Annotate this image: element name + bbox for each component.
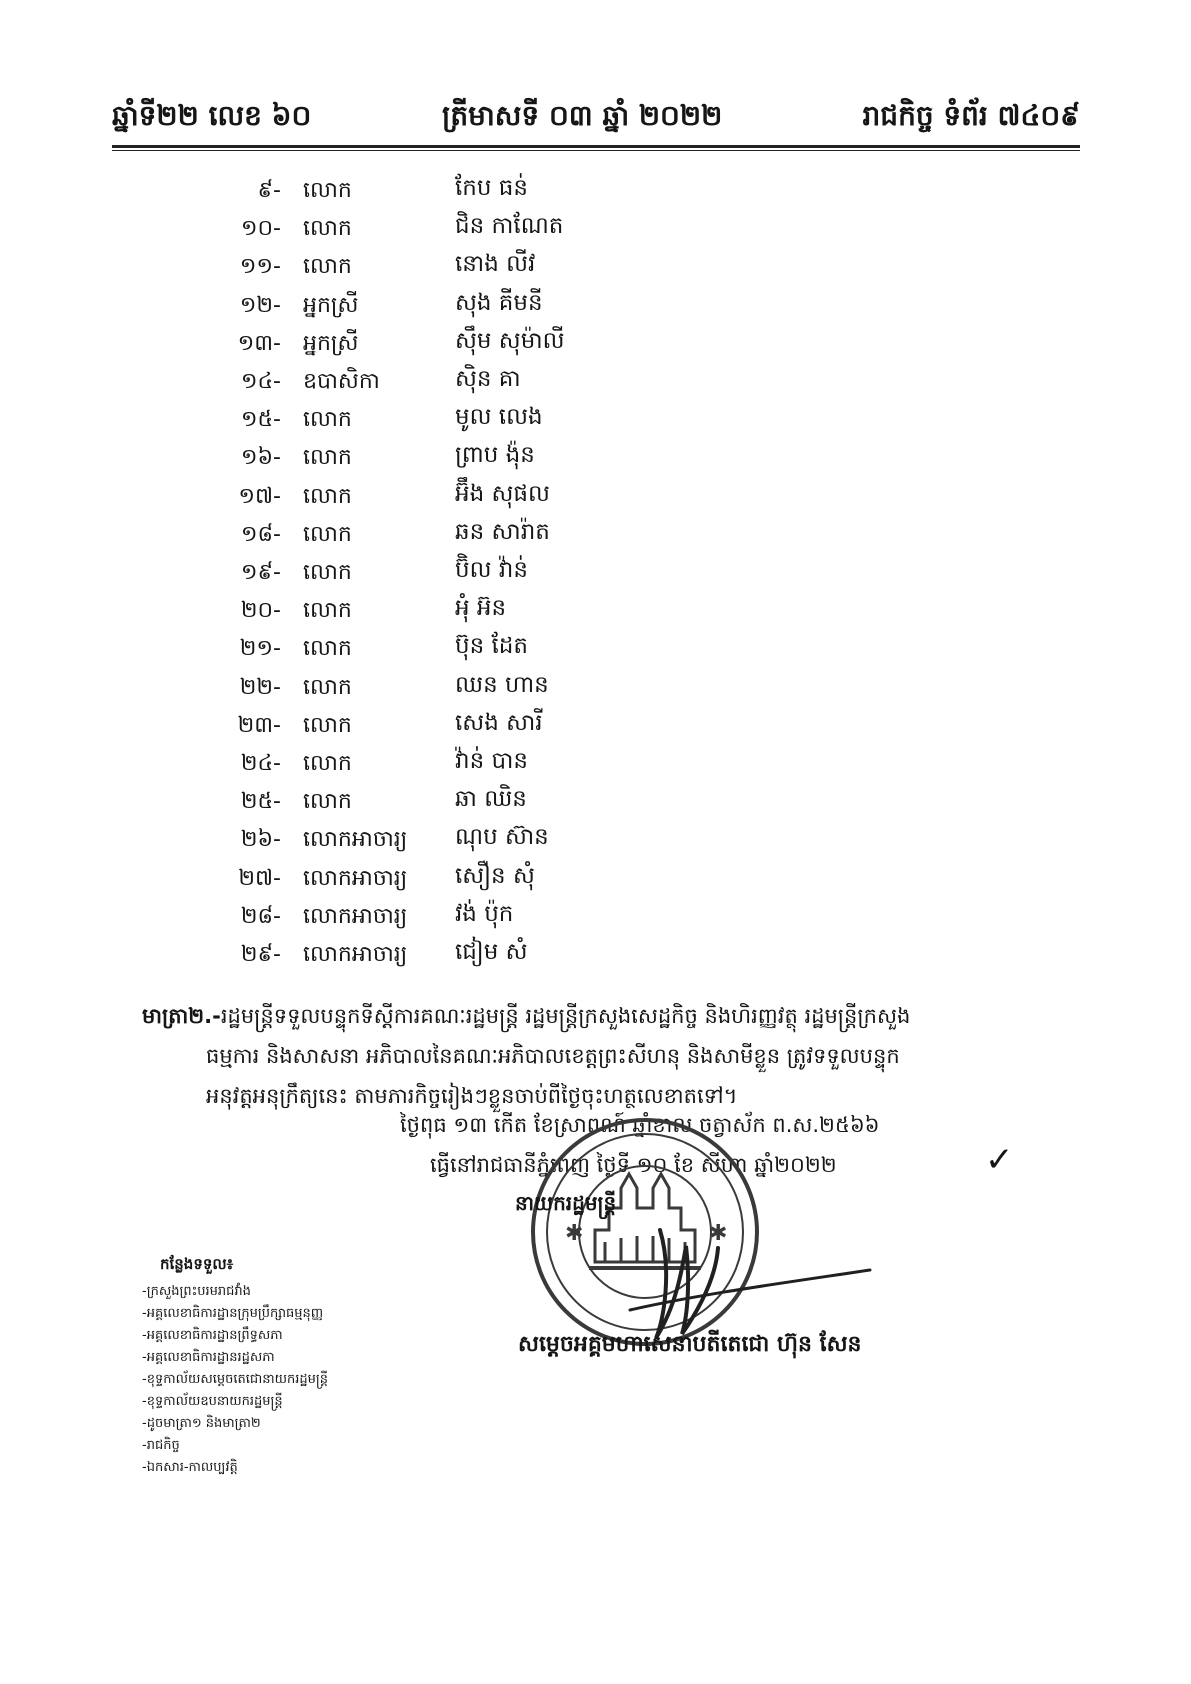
member-title: លោកអាចារ្យ [303, 942, 408, 967]
recipients-title: កន្លែងទទួល៖ [160, 1255, 234, 1273]
member-row [0, 516, 1191, 552]
recipient-item: -ខុទ្ទកាល័យឧបនាយករដ្ឋមន្ត្រី [142, 1394, 283, 1409]
member-name: វ៉ាន់ បាន [455, 748, 529, 774]
member-name: ឈន ហាន [455, 671, 549, 698]
member-number: ១៥- [240, 407, 281, 433]
member-name: សេង សារី [455, 709, 543, 736]
recipient-item: -រាជកិច្ច [142, 1438, 180, 1453]
member-number: ២១- [239, 636, 281, 662]
member-title: លោក [303, 254, 352, 280]
member-title: អ្នកស្រី [303, 292, 359, 318]
recipient-item: -អគ្គលេខាធិការដ្ឋានក្រុមប្រឹក្សាធម្មនុញ្ញ [142, 1306, 324, 1321]
member-title: អ្នកស្រី [303, 330, 359, 356]
member-name: កែប ធន់ [455, 175, 529, 201]
member-row [0, 478, 1191, 514]
member-title: លោក [303, 712, 352, 738]
member-row [0, 363, 1191, 399]
member-title: លោកអាចារ្យ [303, 827, 408, 853]
member-number: ១៦- [240, 445, 281, 471]
member-row [0, 210, 1191, 246]
member-title: លោក [303, 598, 352, 624]
member-name: សុង គីមនី [455, 289, 543, 316]
signatory-name: សម្តេចអគ្គមហាសេនាបតីតេជោ ហ៊ុន សែន [518, 1332, 862, 1357]
member-number: ១៨- [240, 521, 281, 547]
member-number: ២២- [239, 674, 281, 700]
member-name: មូល លេង [455, 404, 543, 431]
member-title: លោក [303, 178, 352, 203]
member-title: លោក [303, 560, 352, 585]
member-row [0, 783, 1191, 819]
member-row [0, 401, 1191, 437]
gazette-header [112, 94, 1080, 144]
recipients-block [142, 1255, 328, 1479]
member-number: ១១- [239, 254, 281, 280]
article-2 [142, 996, 1047, 1116]
member-row [0, 439, 1191, 475]
member-row [0, 287, 1191, 323]
member-name: ជៀម សំ [455, 939, 528, 965]
solar-date: ធ្វើនៅរាជធានីភ្នំពេញ ថ្ងៃទី ១០ ខែ សីហា ឆ្នាំ២០២២ [430, 1153, 837, 1177]
member-row [0, 248, 1191, 284]
article-line-1: រដ្ឋមន្ត្រីទទួលបន្ទុកទីស្តីការគណៈរដ្ឋមន្ត្រី រដ្ឋមន្ត្រីក្រសួងសេដ្ឋកិច្ច និងហិរញ្ញវត្ថុ រដ្ឋមន្ត្រីក្រសួង [220, 1004, 911, 1028]
member-title: លោក [303, 789, 352, 815]
member-number: ២៨- [240, 903, 281, 929]
member-row [0, 745, 1191, 781]
svg-text:✱: ✱ [565, 1221, 584, 1246]
member-row [0, 936, 1191, 972]
member-number: ១៤- [240, 369, 281, 394]
svg-text:✱: ✱ [709, 1221, 728, 1246]
member-row [0, 554, 1191, 590]
recipient-item: -ឯកសារ-កាលប្បវត្តិ [142, 1460, 238, 1475]
member-number: ២៦- [240, 827, 281, 853]
member-title: លោក [303, 407, 352, 433]
header-issue: ឆ្នាំទី២២ លេខ ៦០ [112, 99, 312, 132]
member-number: ២៣- [237, 712, 281, 738]
member-title: លោក [303, 216, 352, 242]
member-row [0, 821, 1191, 857]
recipient-item: -ដូចមាត្រា១ និងមាត្រា២ [142, 1416, 261, 1431]
member-name: ស៊ឹម សុម៉ាលី [455, 327, 565, 354]
member-row [0, 669, 1191, 705]
member-number: ១៧- [238, 483, 281, 509]
article-label: មាត្រា២.- [142, 1004, 221, 1028]
member-title: លោក [303, 483, 352, 509]
member-row [0, 172, 1191, 208]
member-row [0, 707, 1191, 743]
member-number: ២៧- [238, 865, 281, 891]
member-title: លោក [303, 445, 352, 471]
member-title: លោក [303, 751, 352, 776]
signature-icon [620, 1210, 880, 1350]
member-number: ២០- [240, 598, 281, 624]
header-rule [112, 145, 1080, 151]
member-name: ប៊ិល វ៉ាន់ [455, 557, 529, 583]
member-title: ឧបាសិកា [303, 369, 380, 394]
member-number: ២៤- [240, 751, 281, 776]
member-title: លោកអាចារ្យ [303, 903, 408, 929]
check-mark-icon: ✓ [985, 1140, 1014, 1180]
member-number: ៩- [257, 178, 281, 203]
member-title: លោក [303, 636, 352, 662]
member-name: ជិន កាណែត [455, 213, 564, 240]
member-number: ២៩- [240, 942, 281, 967]
member-row [0, 630, 1191, 666]
member-name: សឿន សុំ [455, 862, 535, 889]
header-page: រាជកិច្ច ទំព័រ ៧៤០៩ [862, 99, 1080, 132]
member-name: នោង លីវ [455, 251, 536, 278]
member-title: លោកអាចារ្យ [303, 865, 408, 891]
recipient-item: -អគ្គលេខាធិការដ្ឋានព្រឹទ្ធសភា [142, 1328, 283, 1343]
lunar-date: ថ្ងៃពុធ ១៣ កើត ខែស្រាពណ៍ ឆ្នាំខាល ចត្វាស័ក ព.ស.២៥៦៦ [400, 1113, 880, 1137]
article-line-3: អនុវត្តអនុក្រឹត្យនេះ តាមភារកិច្ចរៀងៗខ្លួនចាប់ពីថ្ងៃចុះហត្ថលេខាតទៅ។ [206, 1084, 738, 1108]
recipient-item: -ក្រសួងព្រះបរមរាជវាំង [142, 1284, 251, 1299]
member-name: ឆន សារ៉ាត [455, 518, 550, 545]
member-name: ប៊ុន ដែត [455, 633, 529, 660]
signatory-role: នាយករដ្ឋមន្ត្រី [515, 1191, 617, 1215]
member-number: ១០- [240, 216, 281, 242]
recipient-item: -អគ្គលេខាធិការដ្ឋានរដ្ឋសភា [142, 1350, 275, 1365]
recipient-item: -ខុទ្ទកាល័យសម្តេចតេជោនាយករដ្ឋមន្ត្រី [142, 1372, 328, 1387]
member-number: ១៩- [240, 560, 281, 585]
member-title: លោក [303, 674, 352, 700]
member-name: អុំ អ៊ន [455, 595, 507, 622]
member-name: ណុប ស៊ាន [455, 824, 549, 851]
header-quarter: ត្រីមាសទី ០៣ ឆ្នាំ ២០២២ [442, 99, 723, 132]
member-row [0, 898, 1191, 934]
member-name: អ៊ឹង សុផល [455, 480, 550, 507]
member-title: លោក [303, 521, 352, 547]
member-row [0, 592, 1191, 628]
member-name: វង់ ប៉ុក [455, 900, 514, 927]
member-name: ស៊ិន គា [455, 366, 521, 392]
member-row [0, 860, 1191, 896]
member-name: ព្រាប ង៉ុន [455, 442, 535, 469]
member-number: ២៥- [240, 789, 281, 815]
article-line-2: ធម្មការ និងសាសនា អភិបាលនៃគណៈអភិបាលខេត្តព្រះសីហនុ និងសាមីខ្លួន ត្រូវទទួលបន្ទុក [206, 1044, 900, 1068]
member-row [0, 325, 1191, 361]
member-number: ១២- [239, 292, 281, 318]
member-number: ១៣- [237, 330, 281, 356]
member-name: ឆា ឈិន [455, 786, 527, 813]
